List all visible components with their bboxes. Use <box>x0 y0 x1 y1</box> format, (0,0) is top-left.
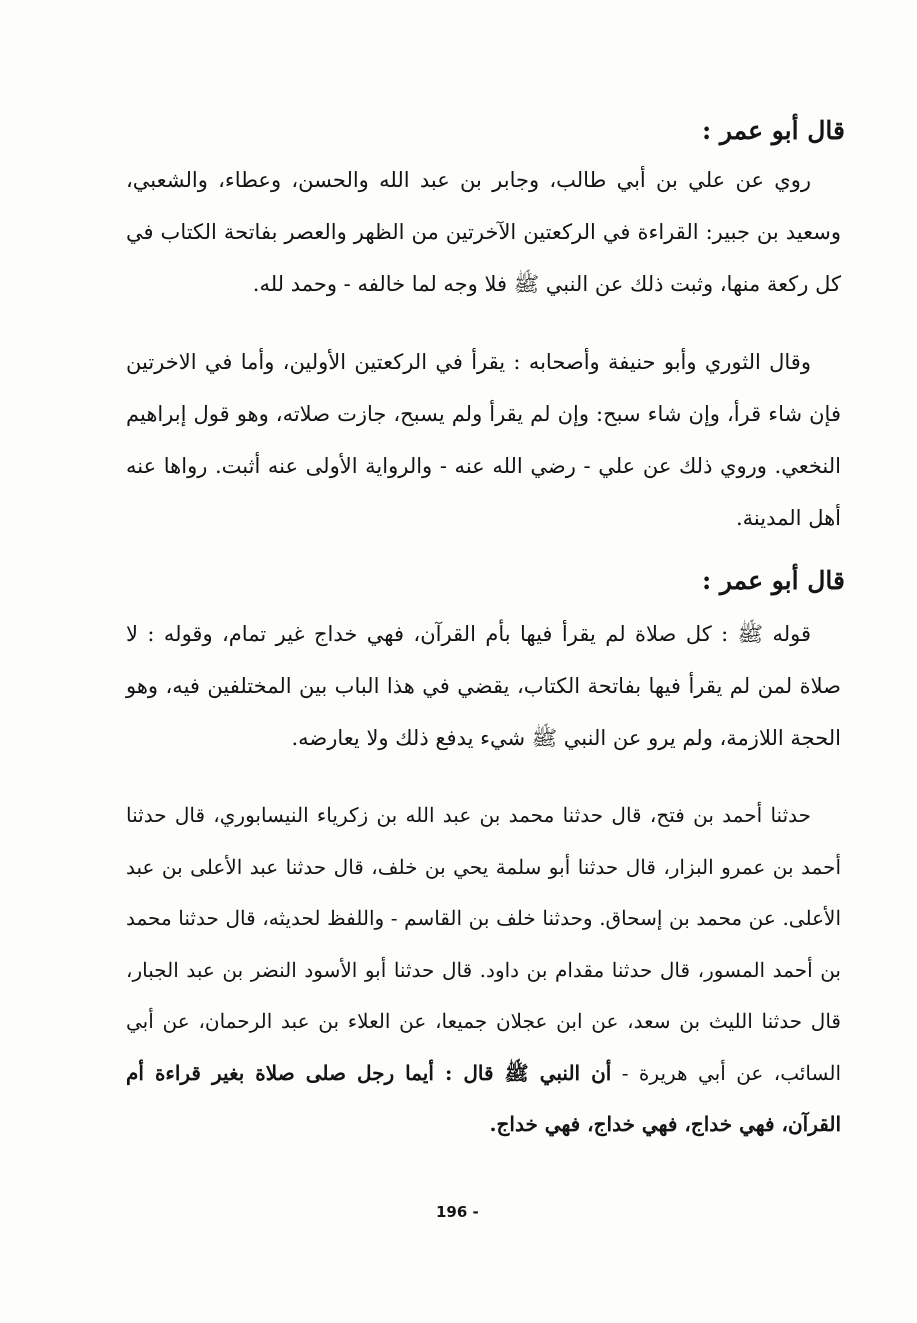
section-heading: قال أبو عمر : <box>701 116 845 145</box>
paragraph: وقال الثوري وأبو حنيفة وأصحابه : يقرأ في الركعتين الأولين، وأما في الاخرتين فإن شاء قرأ، وإن شاء سبح: وإن لم يقرأ ولم يسبح، جازت صلاته، وهو قول إبراهيم النخعي. وروي ذلك عن علي - رضي الله عنه - والرواية الأولى عنه أثبت. رواها عنه أهل المدينة. <box>126 350 841 530</box>
hadith-paragraph <box>126 790 841 1151</box>
isnad-text: حدثنا أحمد بن فتح، قال حدثنا محمد بن عبد الله بن زكرياء النيسابوري، قال حدثنا أحمد بن عمرو البزار، قال حدثنا أبو سلمة يحي بن خلف، قال حدثنا عبد الأعلى بن عبد الأعلى. عن محمد بن إسحاق. وحدثنا خلف بن القاسم - واللفظ لحديثه، قال حدثنا محمد بن أحمد المسور، قال حدثنا مقدام بن داود. قال حدثنا أبو الأسود النضر بن عبد الجبار، قال حدثنا الليث بن سعد، عن ابن عجلان جميعا، عن العلاء بن عبد الرحمان، عن أبي السائب، عن أبي هريرة - <box>126 803 841 1085</box>
hadith-text: أن النبي ﷺ قال : أيما رجل صلى صلاة بغير قراءة أم القرآن، فهي خداج، فهي خداج، فهي خداج. <box>126 1060 841 1136</box>
paragraph: روي عن علي بن أبي طالب، وجابر بن عبد الله والحسن، وعطاء، والشعبي، وسعيد بن جبير: القراءة في الركعتين الآخرتين من الظهر والعصر بفاتحة الكتاب في كل ركعة منها، وثبت ذلك عن النبي ﷺ فلا وجه لما خالفه - وحمد لله. <box>126 168 841 296</box>
section-heading: قال أبو عمر : <box>701 566 845 595</box>
paragraph: قوله ﷺ : كل صلاة لم يقرأ فيها بأم القرآن، فهي خداج غير تمام، وقوله : لا صلاة لمن لم يقرأ فيها بفاتحة الكتاب، يقضي في هذا الباب بين المختلفين فيه، وهو الحجة اللازمة، ولم يرو عن النبي ﷺ شيء يدفع ذلك ولا يعارضه. <box>126 622 841 750</box>
page-number: 196 - <box>436 1203 479 1221</box>
